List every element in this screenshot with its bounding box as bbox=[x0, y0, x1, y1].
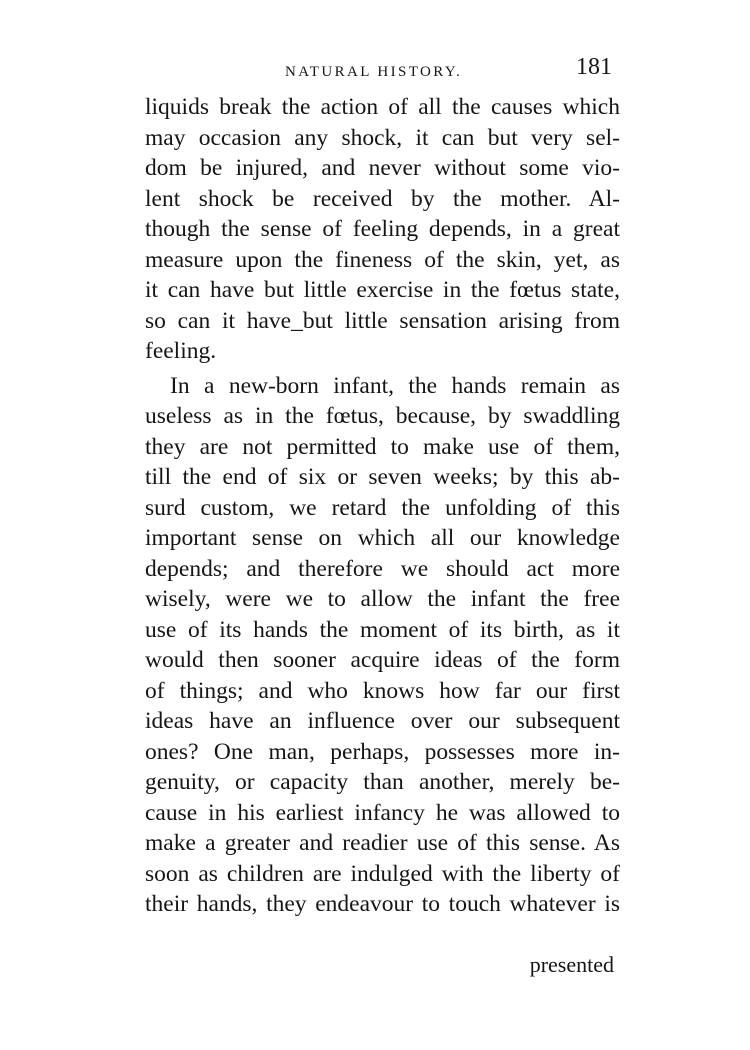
text-line: till the end of six or seven weeks; by this ab- bbox=[145, 464, 620, 490]
paragraph-1 bbox=[145, 92, 620, 367]
catchword: presented bbox=[529, 952, 614, 977]
text-line: In a new-born infant, the hands remain as bbox=[170, 372, 620, 399]
text-line: though the sense of feeling depends, in a great bbox=[145, 216, 620, 242]
text-line: genuity, or capacity than another, merely be- bbox=[145, 769, 620, 795]
text-line: may occasion any shock, it can but very sel- bbox=[145, 124, 620, 151]
text-line: would then sooner acquire ideas of the form bbox=[145, 647, 620, 673]
text-line: cause in his earliest infancy he was allowed to bbox=[145, 799, 620, 826]
text-line: dom be injured, and never without some vio- bbox=[145, 155, 620, 181]
text-line: use of its hands the moment of its birth, as it bbox=[145, 616, 620, 643]
text-line: surd custom, we retard the unfolding of this bbox=[145, 494, 620, 521]
running-head bbox=[140, 50, 620, 90]
text-line: make a greater and readier use of this sense. As bbox=[145, 830, 620, 856]
text-line: wisely, were we to allow the infant the free bbox=[145, 586, 620, 612]
body-text bbox=[145, 92, 620, 920]
text-line: depends; and therefore we should act more bbox=[145, 555, 620, 582]
paragraph-2 bbox=[145, 371, 620, 920]
text-line: lent shock be received by the mother. Al- bbox=[145, 185, 620, 212]
text-line: their hands, they endeavour to touch whatever is bbox=[145, 891, 620, 917]
text-line: they are not permitted to make use of them, bbox=[145, 433, 620, 460]
text-line: soon as children are indulged with the liberty of bbox=[145, 860, 620, 887]
text-line: ones? One man, perhaps, possesses more in- bbox=[145, 738, 620, 765]
text-line: it can have but little exercise in the fœtus state, bbox=[145, 277, 620, 303]
text-line: liquids break the action of all the causes which bbox=[145, 94, 620, 120]
page-number: 181 bbox=[576, 54, 612, 80]
text-line: ideas have an influence over our subsequent bbox=[145, 708, 620, 734]
text-line: important sense on which all our knowledge bbox=[145, 525, 620, 551]
text-line: of things; and who knows how far our first bbox=[145, 677, 620, 704]
running-title: NATURAL HISTORY. bbox=[285, 64, 463, 80]
text-line: measure upon the fineness of the skin, yet, as bbox=[145, 246, 620, 273]
text-line: feeling. bbox=[145, 338, 217, 364]
text-line: so can it have_but little sensation arising from bbox=[145, 307, 620, 334]
text-line: useless as in the fœtus, because, by swaddling bbox=[145, 403, 620, 429]
